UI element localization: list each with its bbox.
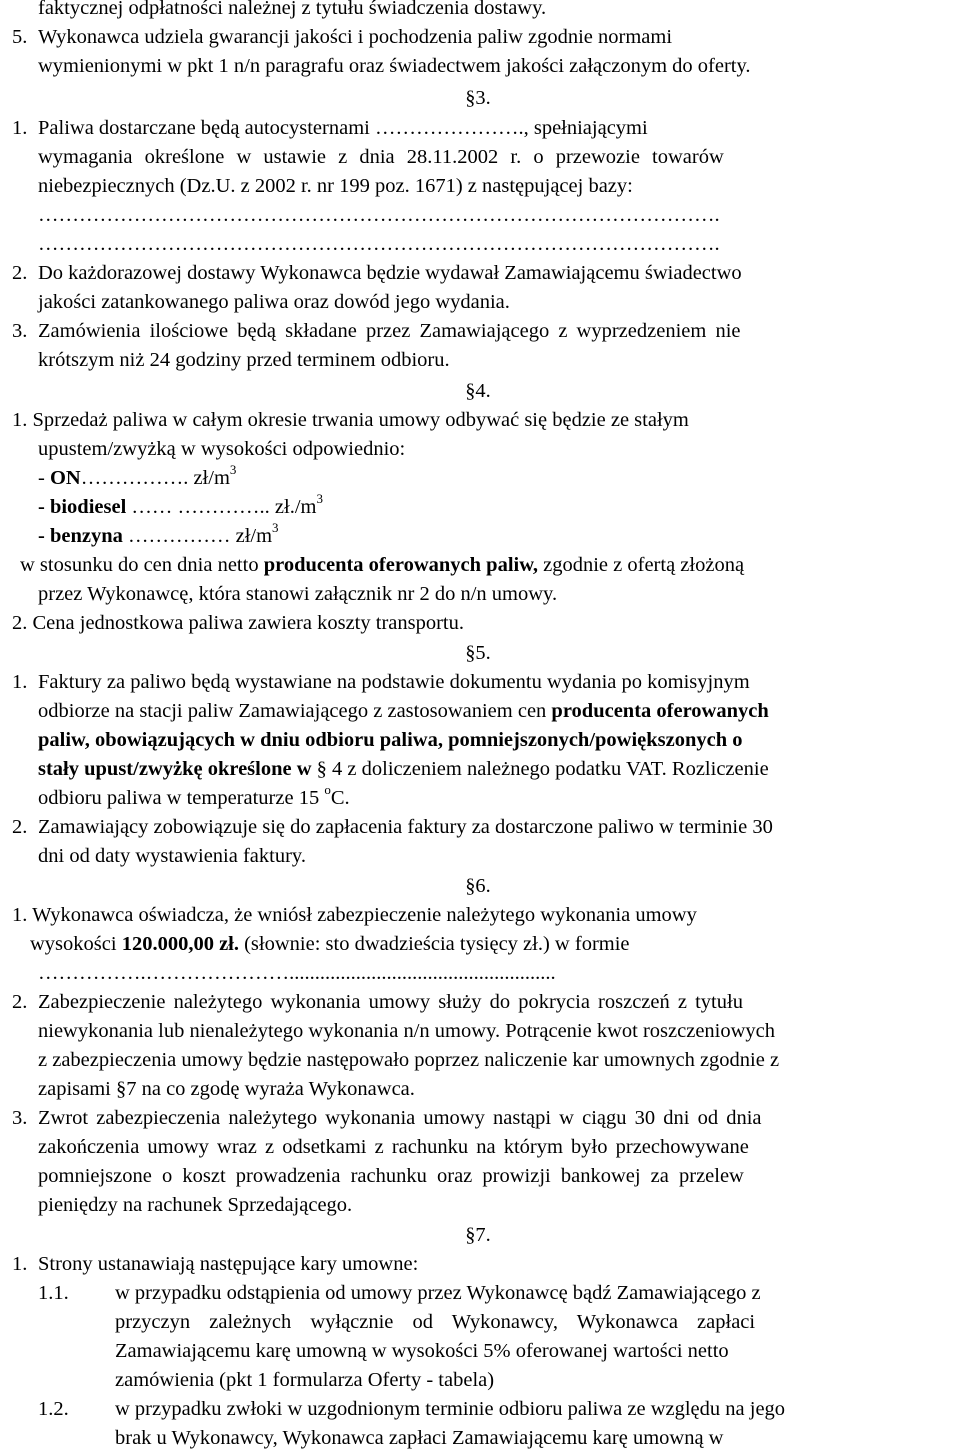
line-text: § 4 z doliczeniem należnego podatku VAT. Rozliczenie bbox=[311, 758, 769, 780]
subitem-number: 1.1. bbox=[38, 1282, 69, 1304]
blank-line: ………………………………………………………………………………………. bbox=[38, 204, 720, 226]
fuel-row-biodiesel bbox=[38, 493, 323, 522]
text-line: w przypadku odstąpienia od umowy przez Wykonawcę bądź Zamawiającego z bbox=[115, 1282, 761, 1304]
line-text: zgodnie z ofertą złożoną bbox=[538, 554, 745, 576]
text-line bbox=[38, 726, 743, 755]
line-text: wysokości bbox=[30, 933, 122, 955]
fuel-row-on bbox=[38, 464, 236, 493]
text-line: niebezpiecznych (Dz.U. z 2002 r. nr 199 poz. 1671) z następującej bazy: bbox=[38, 175, 633, 197]
line-text: (słownie: sto dwadzieścia tysięcy zł.) w formie bbox=[238, 933, 630, 955]
text-line: Zabezpieczenie należytego wykonania umowy służy do pokrycia roszczeń z tytułu bbox=[38, 991, 743, 1013]
dash: - bbox=[38, 525, 50, 547]
text-line bbox=[38, 697, 769, 726]
text-line: Zamówienia ilościowe będą składane przez Zamawiającego z wyprzedzeniem nie bbox=[38, 320, 741, 342]
text-line: Do każdorazowej dostawy Wykonawca będzie wydawał Zamawiającemu świadectwo bbox=[38, 262, 742, 284]
text-line: zapisami §7 na co zgodę wyraża Wykonawca. bbox=[38, 1078, 415, 1100]
item-number: 2. bbox=[12, 991, 28, 1013]
item-number: 3. bbox=[12, 320, 28, 342]
text-line: Strony ustanawiają następujące kary umowne: bbox=[38, 1253, 419, 1275]
text-line: 1. Sprzedaż paliwa w całym okresie trwania umowy odbywać się będzie ze stałym bbox=[12, 409, 689, 431]
item-number: 5. bbox=[12, 26, 28, 48]
line-text: odbiorze na stacji paliw Zamawiającego z zastosowaniem cen bbox=[38, 700, 552, 722]
text-line: krótszym niż 24 godziny przed terminem odbioru. bbox=[38, 349, 450, 371]
text-line bbox=[38, 114, 952, 143]
fuel-name: ON bbox=[49, 467, 81, 489]
text-line: przyczyn zależnych wyłącznie od Wykonawcy, Wykonawca zapłaci bbox=[115, 1311, 756, 1333]
bold-text: producenta oferowanych bbox=[551, 700, 769, 722]
text-line: Wykonawca udziela gwarancji jakości i pochodzenia paliw zgodnie normami bbox=[38, 26, 673, 48]
text-line: Zwrot zabezpieczenia należytego wykonania umowy nastąpi w ciągu 30 dni od dnia bbox=[38, 1107, 762, 1129]
text-line: brak u Wykonawcy, Wykonawca zapłaci Zamawiającemu karę umowną w bbox=[115, 1427, 724, 1449]
text-line: 2. Cena jednostkowa paliwa zawiera koszty transportu. bbox=[12, 612, 465, 634]
line-text: w stosunku do cen dnia netto bbox=[20, 554, 264, 576]
item-number: 3. bbox=[12, 1107, 28, 1129]
text-line: Faktury za paliwo będą wystawiane na podstawie dokumentu wydania po komisyjnym bbox=[38, 671, 750, 693]
section-heading: §7. bbox=[465, 1224, 491, 1246]
section-heading: §3. bbox=[465, 87, 491, 109]
section-heading: §6. bbox=[465, 875, 491, 897]
text-line: niewykonania lub nienależytego wykonania n/n umowy. Potrącenie kwot roszczeniowych bbox=[38, 1020, 776, 1042]
superscript: 3 bbox=[316, 491, 323, 507]
bold-text: stały upust/zwyżkę określone w bbox=[38, 758, 312, 780]
text-line bbox=[38, 784, 350, 813]
text-line: przez Wykonawcę, która stanowi załącznik nr 2 do n/n umowy. bbox=[38, 583, 558, 605]
text-line: pieniędzy na rachunek Sprzedającego. bbox=[38, 1194, 353, 1216]
text-line: w przypadku zwłoki w uzgodnionym terminie odbioru paliwa ze względu na jego bbox=[115, 1398, 786, 1420]
text-line: jakości zatankowanego paliwa oraz dowód jego wydania. bbox=[38, 291, 510, 313]
section-heading: §4. bbox=[465, 380, 491, 402]
dash: - bbox=[38, 467, 50, 489]
text-line bbox=[20, 551, 744, 580]
line-text: faktycznej odpłatności należnej z tytułu świadczenia dostawy. bbox=[38, 0, 547, 19]
bold-text: 120.000,00 zł. bbox=[121, 933, 239, 955]
text-line bbox=[38, 0, 546, 23]
item-number: 1. bbox=[12, 117, 28, 139]
bold-text: producenta oferowanych paliw, bbox=[263, 554, 539, 576]
text-line: Zamawiający zobowiązuje się do zapłacenia faktury za dostarczone paliwo w terminie 30 bbox=[38, 816, 773, 838]
section-heading: §5. bbox=[465, 642, 491, 664]
item-number: 2. bbox=[12, 262, 28, 284]
text-line: z zabezpieczenia umowy będzie następowało poprzez naliczenie kar umownych zgodnie z bbox=[38, 1049, 780, 1071]
dash: - bbox=[38, 496, 50, 518]
line-text: C. bbox=[330, 787, 350, 809]
blank-line: ………………………………………………………………………………………. bbox=[38, 233, 720, 255]
bold-text: paliw, obowiązujących w dniu odbioru paliwa, pomniejszonych/powiększonych o bbox=[38, 729, 743, 751]
fuel-row-benzyna bbox=[38, 522, 279, 551]
line-text: odbioru paliwa w temperaturze 15 bbox=[38, 787, 325, 809]
text-line: Zamawiającemu karę umowną w wysokości 5% oferowanej wartości netto bbox=[115, 1340, 729, 1362]
text-line: 1. Wykonawca oświadcza, że wniósł zabezpieczenie należytego wykonania umowy bbox=[12, 904, 697, 926]
fuel-price: …… ………….. zł./m bbox=[126, 496, 317, 518]
text-line bbox=[30, 930, 630, 959]
text-line: zamówienia (pkt 1 formularza Oferty - tabela) bbox=[115, 1369, 495, 1391]
fuel-name: benzyna bbox=[49, 525, 123, 547]
item-number: 2. bbox=[12, 816, 28, 838]
item-number: 1. bbox=[12, 1253, 28, 1275]
text-line bbox=[38, 755, 769, 784]
text-line: zakończenia umowy wraz z odsetkami z rachunku na którym było przechowywane bbox=[38, 1136, 749, 1158]
text-line: wymagania określone w ustawie z dnia 28.11.2002 r. o przewozie towarów bbox=[38, 146, 724, 168]
fuel-name: biodiesel bbox=[49, 496, 127, 518]
text-line: upustem/zwyżką w wysokości odpowiednio: bbox=[38, 438, 406, 460]
text-line: dni od daty wystawienia faktury. bbox=[38, 845, 306, 867]
text-line: wymienionymi w pkt 1 n/n paragrafu oraz świadectwem jakości załączonym do oferty. bbox=[38, 55, 751, 77]
degree-sign: o bbox=[324, 782, 331, 798]
subitem-number: 1.2. bbox=[38, 1398, 69, 1420]
blank-line: …………….………………….................................................... bbox=[38, 962, 556, 984]
superscript: 3 bbox=[229, 462, 237, 478]
superscript: 3 bbox=[272, 520, 279, 536]
line-text: Paliwa dostarczane będą autocysternami …………………., spełniającymi bbox=[38, 117, 648, 139]
fuel-price: …………… zł/m bbox=[122, 525, 273, 547]
text-line: pomniejszone o koszt prowadzenia rachunku oraz prowizji bankowej za przelew bbox=[38, 1165, 744, 1187]
fuel-price: ……………. zł/m bbox=[80, 467, 230, 489]
item-number: 1. bbox=[12, 671, 28, 693]
